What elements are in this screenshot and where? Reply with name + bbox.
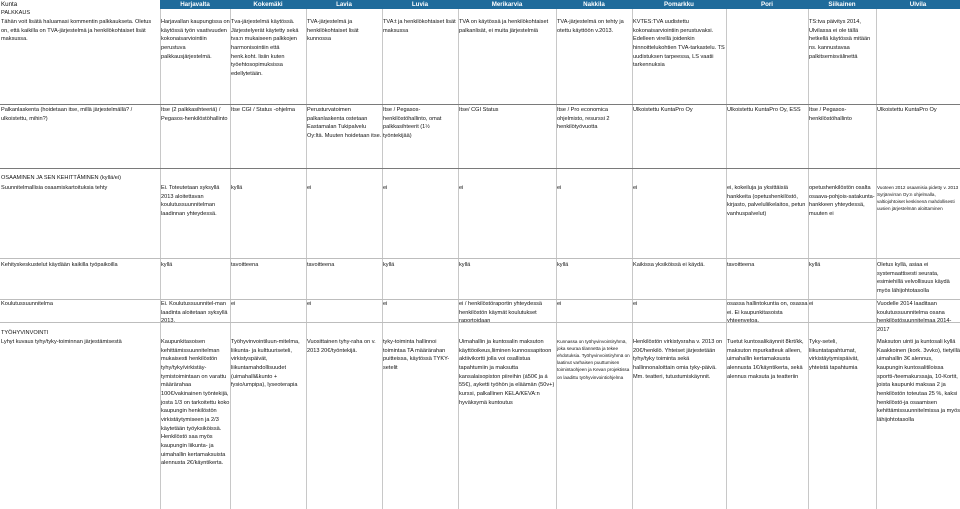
cell-r2-pomarkku[interactable]: Ulkoistettu KuntaPro Oy [633, 107, 693, 113]
cell-r5-lavia[interactable]: ei [307, 301, 312, 307]
cell-r6-pomarkku[interactable]: Henkilöstön virkistysraha v. 2013 on 20€/henkilö. Yhteiset järjestetään tyhy/tyky toiminta sekä hallinnonaloittain omia tyky-päivä. Mm. teatteri, tutustumiskäynnit. [633, 339, 723, 380]
header-col-harjavalta[interactable]: Harjavalta [160, 0, 230, 9]
cell-r2-siikainen[interactable]: Itse / Pegasos-henkilöstöhallinto [809, 107, 852, 122]
header-col-merikarvia[interactable]: Merikarvia [458, 0, 556, 9]
cell-r4-lavia[interactable]: tavoitteena [307, 262, 335, 268]
cell-r4-siikainen[interactable]: kyllä [809, 262, 821, 268]
cell-r2-kokemaki[interactable]: Itse CGI / Status -ohjelma [231, 107, 296, 113]
header-col-siikainen[interactable]: Siikainen [808, 0, 876, 9]
cell-r6-label[interactable]: Lyhyt kuvaus tyhy/tyky-toiminnan järjestämisestä [1, 339, 122, 345]
header-col-kokemaki[interactable]: Kokemäki [230, 0, 306, 9]
cell-r3-nakkila[interactable]: ei [557, 185, 562, 191]
cell-r3-label[interactable]: Suunnitelmallisia osaamiskartoituksia tehty [1, 185, 108, 191]
cell-r4-luvia[interactable]: kyllä [383, 262, 395, 268]
cell-r5-kokemaki[interactable]: ei [231, 301, 236, 307]
cell-r6-ulvila[interactable]: Maksuton uinti ja kuntosali kyllä Kaakkoinen (kork. 3vvko), tietyillä uimahallin 3€ alennus, kaupungin kuntosalitiloissa sportti-/teemakurssaja, 10-Kortit, joista kaupunki maksaa 2 ja henkilöstön toteutaa 25 %, kaksi henkilöstö-ja osaamisen kehittämissuunnitelmissa ja myös lähijohtotasolla [877, 339, 960, 423]
cell-r1-lavia[interactable]: TVA-järjestelmä ja henkilökohtaiset lisät kunnossa [307, 19, 359, 43]
cell-r5-pori[interactable]: osassa hallintokuntia on, osassa ei. Ei kaupunkitasoista yhteenvetoa. [727, 301, 808, 325]
cell-r3-siikainen[interactable]: opetushenkilöstön osalta osaava-pohjois-satakunta-hankkeen yhteydessä, muuten ei [809, 185, 875, 217]
row-divider [0, 168, 960, 169]
cell-r3-pori[interactable]: ei, kokeiluja ja yksittäisiä hankkeita (opetushenkilöstö, kirjasto, palveluliikelaitos, petun vanhuspalvelut) [727, 185, 806, 217]
row-divider [0, 104, 960, 105]
cell-r5-label[interactable]: Koulutussuunnitelma [1, 301, 53, 307]
cell-r3-ulvila[interactable]: Vuoteen 2012 osaamisia pidetty v. 2013 Syrjänvirran Oy:n ohjelmalla, valtiojohtoiset keskinenä mahdollisesti uusien järjestelmän aloittaminen [877, 185, 959, 212]
cell-r5-pomarkku[interactable]: ei [633, 301, 638, 307]
cell-r2-ulvila[interactable]: Ulkoistettu KuntaPro Oy [877, 107, 937, 113]
cell-r4-kokemaki[interactable]: tavoitteena [231, 262, 259, 268]
cell-r3-harjavalta[interactable]: Ei. Toteutetaan syksyllä 2013 aloitettavan koulutussuunnitelman laadinnan yhteydessä. [161, 185, 220, 217]
cell-r6-pori[interactable]: Tuetut kuntosalikäynnit 8krt/kk, maksuton mpurkatteuk alleen, uimahallin kertamaksusta alennusta 1€/käyntikerta, sekä alennus maksuta ja teatteriin [727, 339, 804, 380]
cell-r2-pori[interactable]: Ulkoistettu KuntaPro Oy, ESS [727, 107, 801, 113]
cell-r2-lavia[interactable]: Perusturvatoimen palkanlaskenta ostetaan Eastamalan Tukipalvelu Oy:ltä. Muuten hoidetaan itse. [307, 107, 382, 139]
cell-r2-harjavalta[interactable]: Itse (2 palkkasihteeriä) / Pegasos-henkilöstöhallinto [161, 107, 228, 122]
cell-r6-harjavalta[interactable]: Kaupunkitasoisen kehittämissuunnitelman mukaisesti henkilöstön tyhy/tyky/virkistäy-tymistoimintaan on varattu määrärahaa 100€/vakinainen työntekijä, josta 1/3 on tarkoitettu koko kaupungin henkilöstön virkistäytymiseen ja 2/3 käytetään työyksiköissä. Henkilöstö saa myös kaupungin liikunta- ja uimahallin kertamaksuista alennusta 2€/käyntikerta. [161, 339, 230, 467]
cell-r4-label[interactable]: Kehityskeskustelut käydään kaikilla työpaikoilla [1, 262, 118, 268]
header-col-lavia[interactable]: Lavia [306, 0, 382, 9]
header-col-nakkila[interactable]: Nakkila [556, 0, 632, 9]
cell-r3-pomarkku[interactable]: ei [633, 185, 638, 191]
cell-r1-merikarvia[interactable]: TVA on käytössä ja henkilökohtaiset palkanlisät, ei muita järjestelmiä [459, 19, 549, 34]
cell-r2-label[interactable]: Palkanlaskenta (hoidetaan itse, millä järjestelmällä? / ulkoistettu, mihin?) [1, 107, 133, 122]
cell-r3-kokemaki[interactable]: kyllä [231, 185, 243, 191]
cell-r3-merikarvia[interactable]: ei [459, 185, 464, 191]
cell-r4-harjavalta[interactable]: kyllä [161, 262, 173, 268]
cell-r6-kokemaki[interactable]: Työhyvinvointiluun-mitelma, liikunta- ja kulttuuriseteli, virkistyspäivät, liikuntamahdollisuudet (uimahalli&kunto + fysio/umpipa), lyseoterapia [231, 339, 300, 389]
section-osaaminen: OSAAMINEN JA SEN KEHITTÄMINEN (kyllä/ei) [1, 175, 121, 181]
cell-r1-luvia[interactable]: TVA:t ja henkilökohtaiset lisät maksussa [383, 19, 456, 34]
cell-r4-nakkila[interactable]: kyllä [557, 262, 569, 268]
row-divider [0, 258, 960, 259]
cell-r6-nakkila[interactable]: Kunnassa on työhyvinvointiryhmä, joka seuraa tilannetta ja tekee ehdotuksia. Työhyvinvointiryhmä on laatinut varhaisen puuttumisen toimintaohjeen ja Kevan projektissa on laadittu työhyvinvointiohjelma [557, 339, 630, 380]
cell-r2-merikarvia[interactable]: Itse/ CGI Status [459, 107, 499, 113]
cell-r1-label[interactable]: Tähän voit lisätä haluamasi kommentin palkkaukseta. Oletus on, että kaikilla on TVA-järjestelmä ja henkilökohtaiset lisät maksussa. [1, 19, 152, 43]
cell-r6-merikarvia[interactable]: Uimahallin ja kuntosalin maksuton käyttöoikeus,liiminen kunnossapitoon aktiivikortti jolla voi osallistua tapahtumiin ja maksutta kansalaisopiston piireihin (á50€ ja á 55€), ayketti työhön ja eläämän (50v+) kurssi, palkallinen KELA/KEVA:n hyväksymä kuntoutus [459, 339, 555, 406]
cell-r1-kokemaki[interactable]: Tva-järjestelmä käytössä. Järjestelyerät käytetty sekä tva:n mukaiseen palkkojen harmonisointiin että henk.koht. lisiin kuten työehtosopimuksissa edellytetään. [231, 19, 299, 77]
cell-r6-luvia[interactable]: tyky-toiminta hallinnoi toimintaa TA määrärahan puitteissa, käytössä TYKY-setelit [383, 339, 450, 371]
cell-r4-pomarkku[interactable]: Kaikissa yksiköissä ei käydä. [633, 262, 705, 268]
cell-r5-nakkila[interactable]: ei [557, 301, 562, 307]
cell-r5-ulvila[interactable]: Vuodelle 2014 laaditaan koulutussuunnitelma osana henkilöstösuunnitelmaa 2014-2017 [877, 301, 952, 333]
cell-r5-luvia[interactable]: ei [383, 301, 388, 307]
section-tyohyvinvointi: TYÖHYVINVOINTI [1, 330, 49, 336]
cell-r4-pori[interactable]: tavoitteena [727, 262, 755, 268]
cell-r5-siikainen[interactable]: ei [809, 301, 814, 307]
cell-r4-merikarvia[interactable]: kyllä [459, 262, 471, 268]
section-palkkaus: PALKKAUS [1, 10, 31, 16]
header-first-label: Kunta [0, 0, 160, 9]
cell-r6-lavia[interactable]: Vuosittainen tyhy-raha on v. 2013 20€/työntekijä. [307, 339, 376, 354]
cell-r3-lavia[interactable]: ei [307, 185, 312, 191]
header-col-luvia[interactable]: Luvia [382, 0, 458, 9]
cell-r2-nakkila[interactable]: Itse / Pro economica ohjelmisto, resurssi 2 henkilötyövuotta [557, 107, 610, 131]
cell-r2-luvia[interactable]: Itse / Pegasos-henkilöstöhallinto, omat palkkasihteerit (1½ työntekijää) [383, 107, 442, 139]
header-col-pori[interactable]: Pori [726, 0, 808, 9]
cell-r4-ulvila[interactable]: Oletus kyllä, asiaa ei systemaattisesti seurata, esimiehillä velvollisuus käydä myös lähijohtotasolla [877, 262, 950, 294]
header-col-pomarkku[interactable]: Pomarkku [632, 0, 726, 9]
cell-r1-siikainen[interactable]: TS:tva päivitys 2014, Ulvilassa ei ole tällä hetkellä käytössä mitään ns. kannustavaa palkitsemisvälinettä [809, 19, 871, 60]
header-col-ulvila[interactable]: Ulvila [876, 0, 960, 9]
cell-r5-harjavalta[interactable]: Ei. Koulutussuunnitel-man laadinta aloitetaan syksyllä 2013. [161, 301, 228, 325]
cell-r3-luvia[interactable]: ei [383, 185, 388, 191]
cell-r1-nakkila[interactable]: TVA-järjestelmä on tehty ja otettu käyttöön v.2013. [557, 19, 624, 34]
cell-r6-siikainen[interactable]: Tyky-seteli, liikuntatapahtumat, virkistäytymispäivät, yhteistä tapahtumia [809, 339, 859, 371]
cell-r5-merikarvia[interactable]: ei / henkilöstöraportin yhteydessä henkilöstön käymät koulutukset raportoidaan [459, 301, 543, 325]
cell-r1-pomarkku[interactable]: KVTES:TVA uudistettu kokonaisarviointiin perustuvaksi. Edelleen virellä joidenkin hinnoittelukohtien TVA-tarkastelu. TS uudistuksen tarpeessa, LS vaatii tarkennuksia [633, 19, 725, 69]
cell-r1-harjavalta[interactable]: Harjavallan kaupungissa on käytössä työn vaativuuden kokonaisarviointiin perustuva palkkausjärjestelmä. [161, 19, 230, 60]
row-divider [0, 322, 960, 323]
cell-r1-pori[interactable] [726, 18, 808, 102]
